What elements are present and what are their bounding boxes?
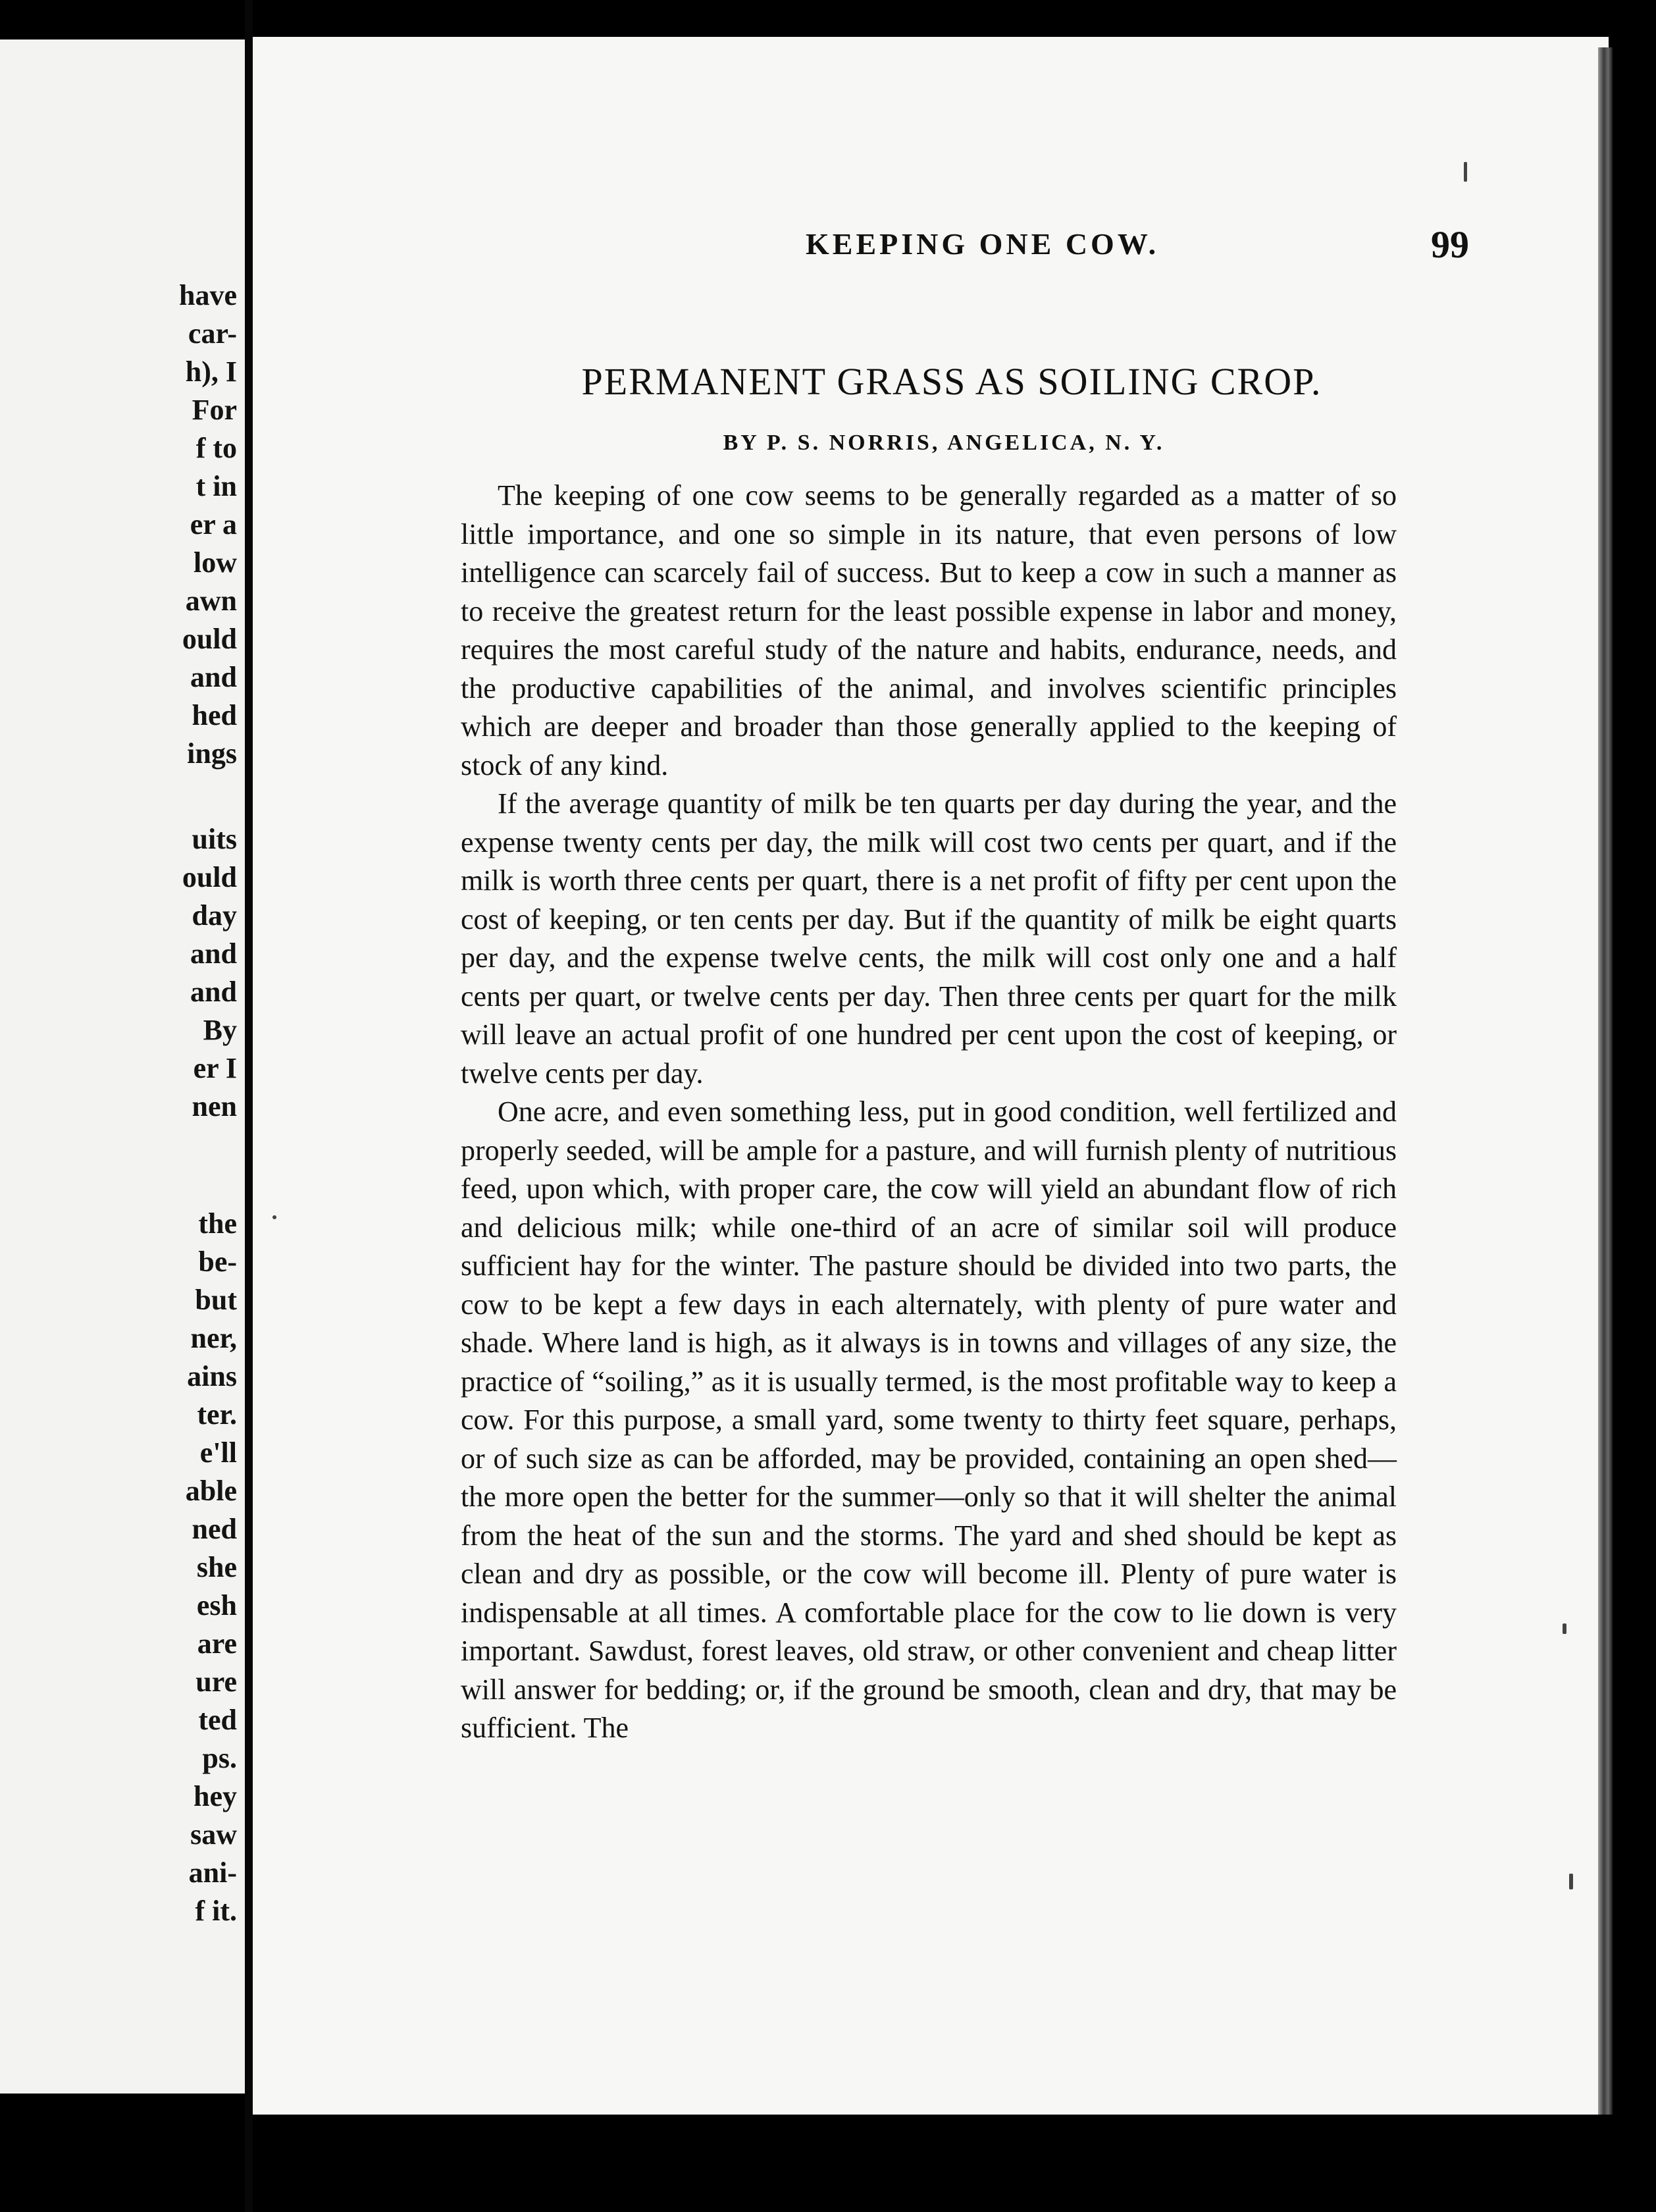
facing-page-fragment: hey	[194, 1780, 237, 1812]
facing-page-fragment: day	[192, 899, 237, 932]
facing-page-fragment: be-	[198, 1246, 237, 1278]
facing-page-fragment: the	[198, 1207, 237, 1240]
facing-page-fragment: are	[197, 1627, 237, 1660]
paper-speck	[1569, 1874, 1573, 1889]
facing-page-fragment: and	[190, 976, 237, 1008]
facing-page-fragment: e'll	[199, 1436, 237, 1469]
facing-page-fragment: For	[192, 394, 237, 426]
facing-page-fragment: ter.	[197, 1398, 237, 1431]
facing-page-fragment: hed	[192, 699, 237, 731]
facing-page-text-middle	[182, 820, 237, 1126]
book-gutter	[245, 0, 253, 2212]
paper-speck	[272, 1215, 276, 1219]
facing-page-text-top	[179, 276, 237, 773]
article-body	[461, 477, 1397, 1748]
paper-speck	[1464, 162, 1467, 182]
facing-page-fragment: awn	[185, 585, 237, 617]
paragraph-1: The keeping of one cow seems to be generally regarded as a matter of so little importance, and one so simple in its nature, that even persons of low intelligence can scarcely fail of success. But to keep a cow in such a manner as to receive the greatest return for the least possible expense in labor and money, requires the most careful study of the nature and habits, endurance, needs, and the productive capabilities of the animal, and involves scientific principles which are deeper and broader than those generally applied to the keeping of stock of any kind.	[461, 479, 1397, 781]
facing-page-left	[0, 40, 245, 2094]
facing-page-fragment: nen	[192, 1090, 237, 1122]
facing-page-fragment: and	[190, 661, 237, 693]
facing-page-fragment: saw	[190, 1818, 237, 1851]
facing-page-fragment: car-	[188, 317, 237, 350]
facing-page-fragment: ould	[182, 861, 237, 893]
facing-page-fragment: f it.	[195, 1895, 237, 1927]
article-title: PERMANENT GRASS AS SOILING CROP.	[581, 360, 1322, 403]
facing-page-fragment: low	[194, 546, 237, 579]
facing-page-fragment: she	[196, 1551, 237, 1583]
facing-page-fragment: er I	[193, 1052, 237, 1084]
facing-page-fragment: ani-	[188, 1856, 237, 1889]
facing-page-fragment: ure	[195, 1666, 237, 1698]
facing-page-fragment: ains	[187, 1360, 237, 1392]
article-byline: BY P. S. NORRIS, ANGELICA, N. Y.	[723, 431, 1165, 455]
facing-page-fragment: By	[203, 1014, 237, 1046]
facing-page-fragment: f to	[195, 432, 237, 464]
paper-speck	[1563, 1623, 1566, 1634]
facing-page-fragment: and	[190, 937, 237, 970]
facing-page-fragment: uits	[192, 823, 237, 855]
facing-page-fragment: ps.	[202, 1742, 237, 1774]
running-head	[253, 223, 1609, 279]
facing-page-fragment: ted	[198, 1704, 237, 1736]
facing-page-fragment: h), I	[185, 356, 237, 388]
running-head-title: KEEPING ONE COW.	[806, 227, 1160, 261]
facing-page-fragment: ould	[182, 623, 237, 655]
facing-page-fragment: er a	[190, 508, 237, 540]
facing-page-fragment: esh	[196, 1589, 237, 1621]
facing-page-fragment: t in	[195, 470, 237, 502]
facing-page-fragment: but	[195, 1284, 237, 1316]
paragraph-3: One acre, and even something less, put in good condition, well fertilized and properly seeded, will be ample for a pasture, and will furnish plenty of nutritious feed, upon which, with proper care, the cow will yield an abundant flow of rich and delicious milk; while one-third of an acre of similar soil will produce sufficient hay for the winter. The pasture should be divided into two parts, the cow to be kept a few days in each alternately, with plenty of pure water and shade. Where land is high, as it always is in towns and villages of any size, the practice of “soiling,” as it is usually termed, is the most profitable way to keep a cow. For this purpose, a small yard, some twenty to thirty feet square, perhaps, or of such size as can be afforded, may be provided, containing an open shed—the more open the better for the summer—only so that it will shelter the animal from the heat of the sun and the storms. The yard and shed should be kept as clean and dry as possible, or the cow will become ill. Plenty of pure water is indispensable at all times. A comfortable place for the cow to lie down is very important. Sawdust, forest leaves, old straw, or other convenient and cheap litter will answer for bedding; or, if the ground be smooth, clean and dry, that may be sufficient. The	[461, 1095, 1397, 1744]
facing-page-fragment: have	[179, 279, 237, 311]
paragraph-2: If the average quantity of milk be ten quarts per day during the year, and the expense twenty cents per day, the milk will cost two cents per quart, and if the milk is worth three cents per quart, there is a net profit of fifty per cent upon the cost of keeping, or ten cents per day. But if the quantity of milk be eight quarts per day, and the expense twelve cents, the milk will cost only one and a half cents per quart, or twelve cents per day. Then three cents per quart for the milk will leave an actual profit of one hundred per cent upon the cost of keeping, or twelve cents per day.	[461, 787, 1397, 1090]
page-edge-shadow	[1598, 47, 1613, 2115]
facing-page-text-bottom	[186, 1205, 237, 1930]
facing-page-fragment: able	[185, 1475, 237, 1507]
facing-page-fragment: ner,	[190, 1322, 237, 1354]
facing-page-fragment: ned	[192, 1513, 237, 1545]
page-99	[253, 37, 1609, 2115]
page-number: 99	[1431, 223, 1469, 266]
facing-page-fragment: ings	[187, 737, 237, 770]
